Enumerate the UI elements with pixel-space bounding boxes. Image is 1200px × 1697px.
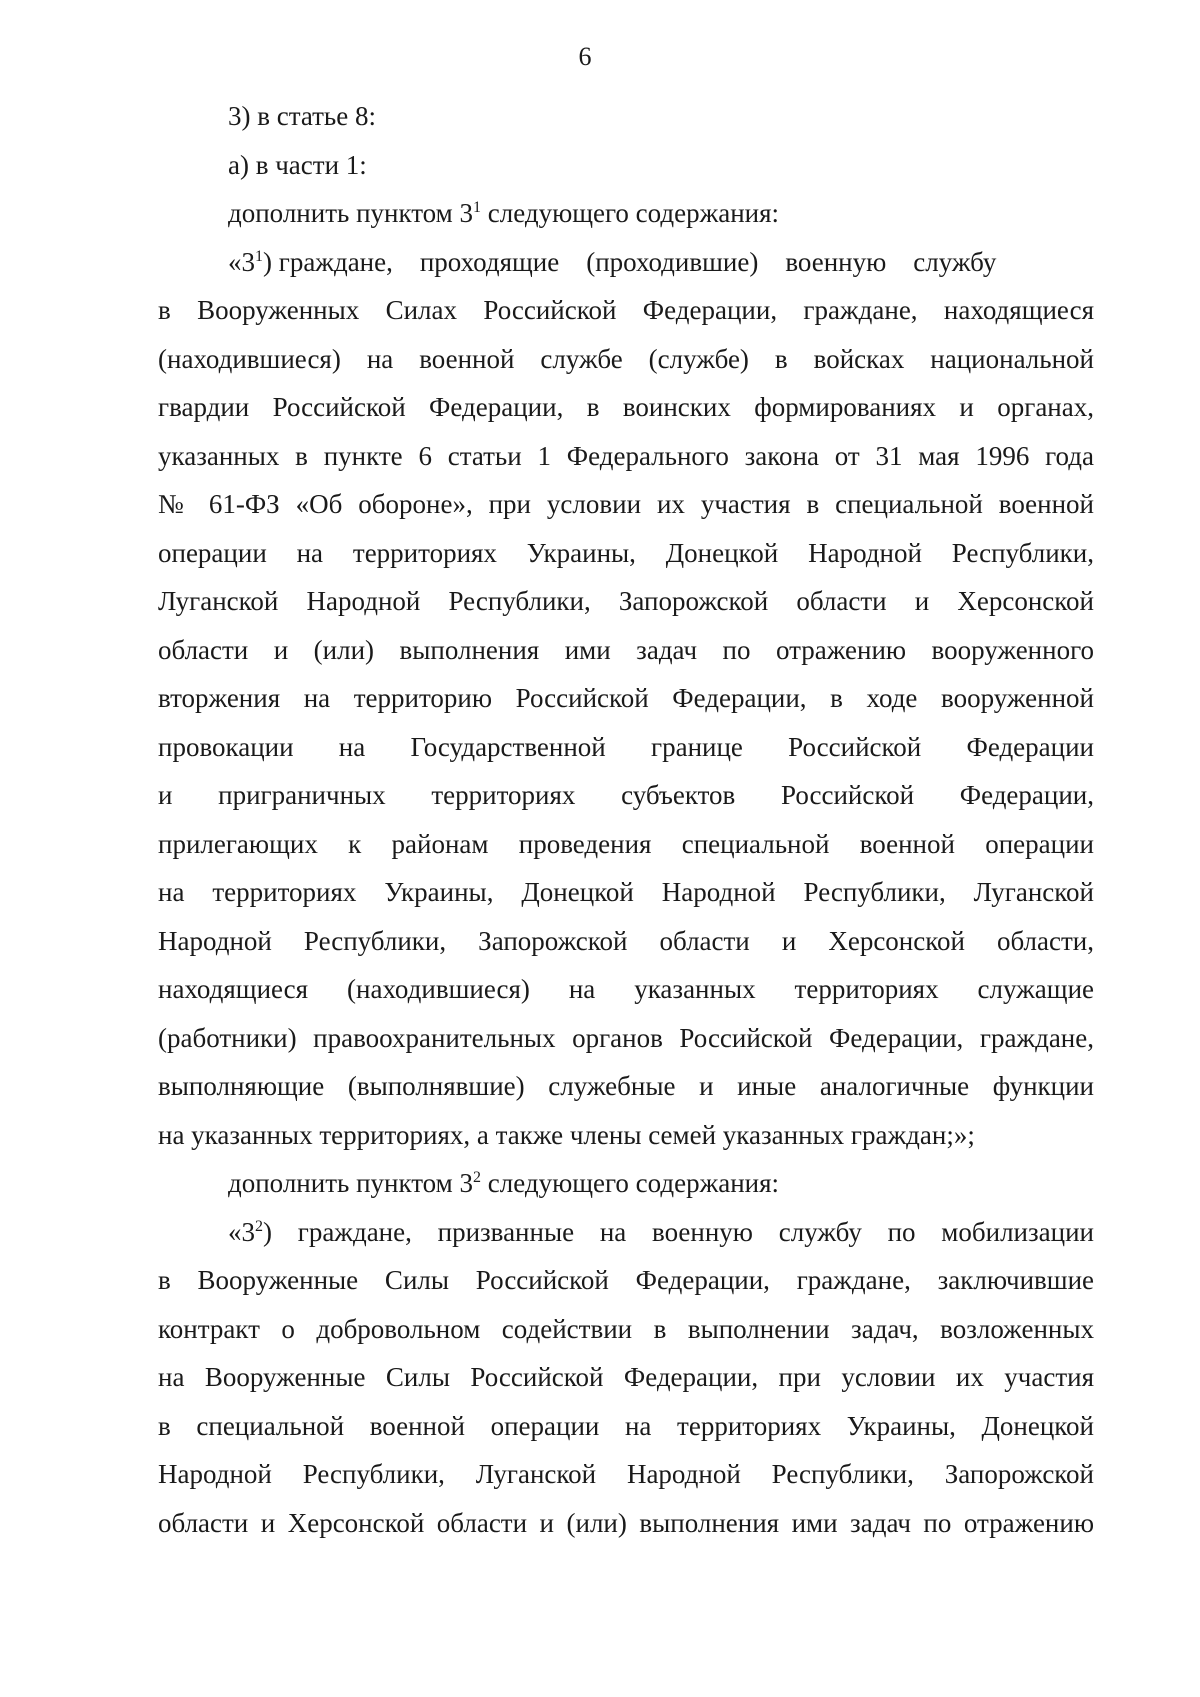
text-line: № 61-ФЗ «Об обороне», при условии их участия в специальной военной	[158, 489, 1094, 519]
text-line: гвардии Российской Федерации, в воинских формированиях и органах,	[158, 392, 1094, 422]
text-line: Народной Республики, Запорожской области и Херсонской области,	[158, 925, 1094, 956]
page-number: 6	[578, 42, 592, 71]
text-line: провокации на Государственной границе Российской Федерации	[158, 731, 1094, 762]
text-line: а) в части 1:	[228, 149, 367, 180]
text-line: Луганской Народной Республики, Запорожской области и Херсонской	[158, 586, 1094, 616]
text-line: 3) в статье 8:	[228, 101, 376, 131]
text-line: (находившиеся) на военной службе (службе) в войсках национальной	[158, 343, 1094, 374]
text-line: в специальной военной операции на территориях Украины, Донецкой	[158, 1410, 1094, 1441]
text-line: на территориях Украины, Донецкой Народной Республики, Луганской	[158, 877, 1094, 907]
text-line: области и Херсонской области и (или) выполнения ими задач по отражению	[158, 1507, 1094, 1538]
text-line: находящиеся (находившиеся) на указанных территориях служащие	[158, 974, 1094, 1004]
text-line: и приграничных территориях субъектов Российской Федерации,	[158, 780, 1094, 810]
text-line: прилегающих к районам проведения специальной военной операции	[158, 828, 1094, 859]
text-line: контракт о добровольном содействии в выполнении задач, возложенных	[158, 1313, 1094, 1344]
text-line: выполняющие (выполнявшие) служебные и иные аналогичные функции	[158, 1071, 1094, 1101]
text-line: «$3^1$) граждане, проходящие (проходившие) военную службу	[228, 246, 997, 277]
body-text	[158, 92, 1094, 1547]
text-line: в Вооруженные Силы Российской Федерации, граждане, заключившие	[158, 1265, 1094, 1295]
text-line: дополнить пунктом $3^1$ следующего содержания:	[228, 198, 780, 228]
text-line: на указанных территориях, а также члены семей указанных граждан;»;	[158, 1119, 975, 1150]
text-line: указанных в пункте 6 статьи 1 Федерального закона от 31 мая 1996 года	[158, 440, 1094, 471]
text-line: Народной Республики, Луганской Народной Республики, Запорожской	[158, 1459, 1094, 1489]
text-line: «$3^2$) граждане, призванные на военную службу по мобилизации	[228, 1216, 1094, 1247]
text-line: в Вооруженных Силах Российской Федерации, граждане, находящиеся	[158, 295, 1094, 325]
text-line: (работники) правоохранительных органов Российской Федерации, граждане,	[158, 1022, 1094, 1053]
text-line: операции на территориях Украины, Донецкой Народной Республики,	[158, 537, 1094, 568]
text-line: дополнить пунктом $3^2$ следующего содержания:	[228, 1168, 780, 1198]
text-line: вторжения на территорию Российской Федерации, в ходе вооруженной	[158, 683, 1094, 713]
text-line: на Вооруженные Силы Российской Федерации, при условии их участия	[158, 1362, 1094, 1392]
text-line: области и (или) выполнения ими задач по отражению вооруженного	[158, 634, 1094, 665]
